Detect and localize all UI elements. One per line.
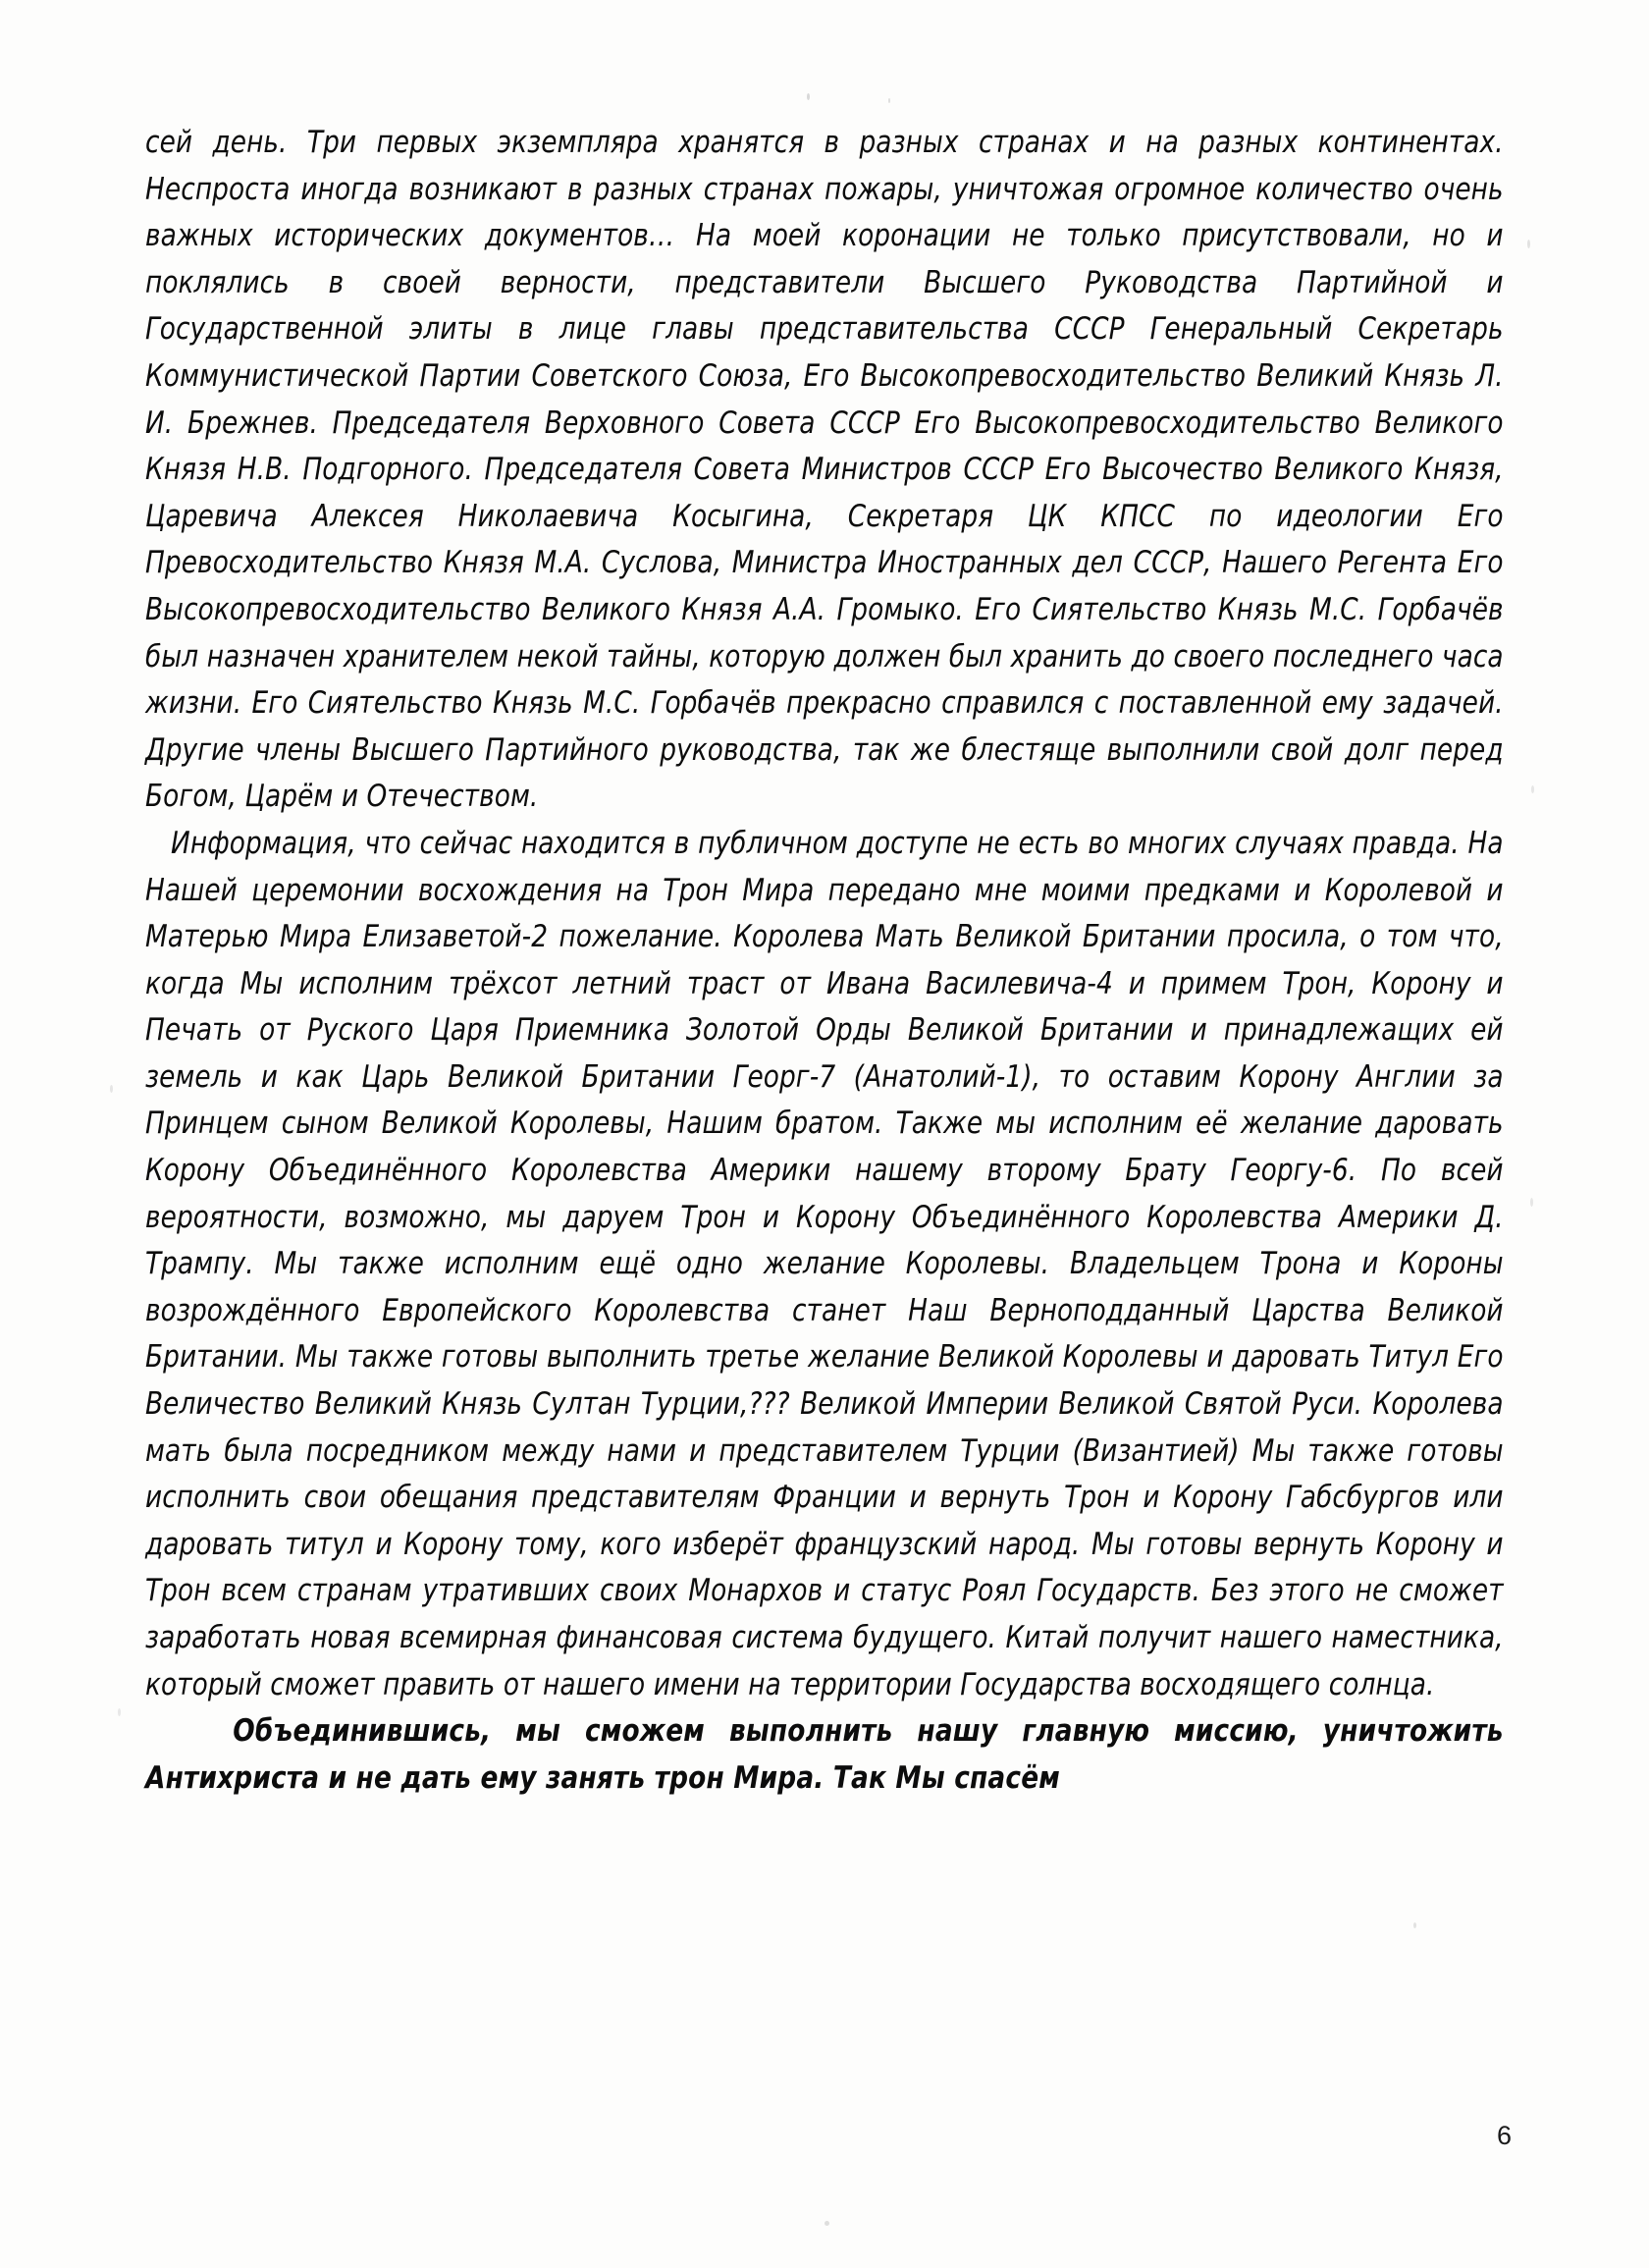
document-body	[145, 120, 1504, 1802]
scan-artifact-speck	[807, 93, 810, 100]
body-paragraph-3-closing: Объединившись, мы сможем выполнить нашу главную миссию, уничтожить Антихриста и не дать ему занять трон Мира. Так Мы спасём	[145, 1713, 1504, 1796]
scan-artifact-speck	[118, 1708, 121, 1716]
scan-artifact-speck	[888, 98, 890, 103]
scan-artifact-speck	[1527, 240, 1530, 248]
body-paragraph-2: Информация, что сейчас находится в публичном доступе не есть во многих случаях правда. На Нашей церемонии восхождения на Трон Мира передано мне моими предками и Королевой и Матерью Мира Елизаветой-2 пожелание. Королева Мать Великой Британии просила, о том что, когда Мы исполним трёхсот летний траст от Ивана Василевича-4 и примем Трон, Корону и Печать от Руского Царя Приемника Золотой Орды Великой Британии и принадлежащих ей земель и как Царь Великой Британии Георг-7 (Анатолий-1), то оставим Корону Англии за Принцем сыном Великой Королевы, Нашим братом. Также мы исполним её желание даровать Корону Объединённого Королевства Америки нашему второму Брату Георгу-6. По всей вероятности, возможно, мы даруем Трон и Корону Объединённого Королевства Америки Д. Трампу. Мы также исполним ещё одно желание Королевы. Владельцем Трона и Короны возрождённого Европейского Королевства станет Наш Верноподданный Царства Великой Британии. Мы также готовы выполнить третье желание Великой Королевы и даровать Титул Его Величество Великий Князь Султан Турции,??? Великой Империи Великой Святой Руси. Королева мать была посредником между нами и представителем Турции (Византией) Мы также готовы исполнить свои обещания представителям Франции и вернуть Трон и Корону Габсбургов или даровать титул и Корону тому, кого изберёт французский народ. Мы готовы вернуть Корону и Трон всем странам утративших своих Монархов и статус Роял Государств. Без этого не сможет заработать новая всемирная финансовая система будущего. Китай получит нашего наместника, который сможет править от нашего имени на территории Государства восходящего солнца.	[145, 825, 1504, 1702]
scan-artifact-speck	[1413, 1922, 1416, 1928]
scan-artifact-speck	[1531, 785, 1534, 793]
page-number: 6	[1496, 2121, 1512, 2150]
scan-artifact-speck	[110, 1085, 113, 1093]
scan-artifact-speck	[824, 2221, 829, 2226]
body-paragraph-1: сей день. Три первых экземпляра хранятся в разных странах и на разных континентах. Неспроста иногда возникают в разных странах пожары, уничтожая огромное количество очень важных исторических документов… На моей коронации не только присутствовали, но и поклялись в своей верности, представители Высшего Руководства Партийной и Государственной элиты в лице главы представительства СССР Генеральный Секретарь Коммунистической Партии Советского Союза, Его Высокопревосходительство Великий Князь Л. И. Брежнев. Председателя Верховного Совета СССР Его Высокопревосходительство Великого Князя Н.В. Подгорного. Председателя Совета Министров СССР Его Высочество Великого Князя, Царевича Алексея Николаевича Косыгина, Секретаря ЦК КПСС по идеологии Его Превосходительство Князя М.А. Суслова, Министра Иностранных дел СССР, Нашего Регента Его Высокопревосходительство Великого Князя А.А. Громыко. Его Сиятельство Князь М.С. Горбачёв был назначен хранителем некой тайны, которую должен был хранить до своего последнего часа жизни. Его Сиятельство Князь М.С. Горбачёв прекрасно справился с поставленной ему задачей. Другие члены Высшего Партийного руководства, так же блестяще выполнили свой долг перед Богом, Царём и Отечеством.	[145, 125, 1504, 815]
scan-artifact-speck	[1530, 1198, 1533, 1207]
